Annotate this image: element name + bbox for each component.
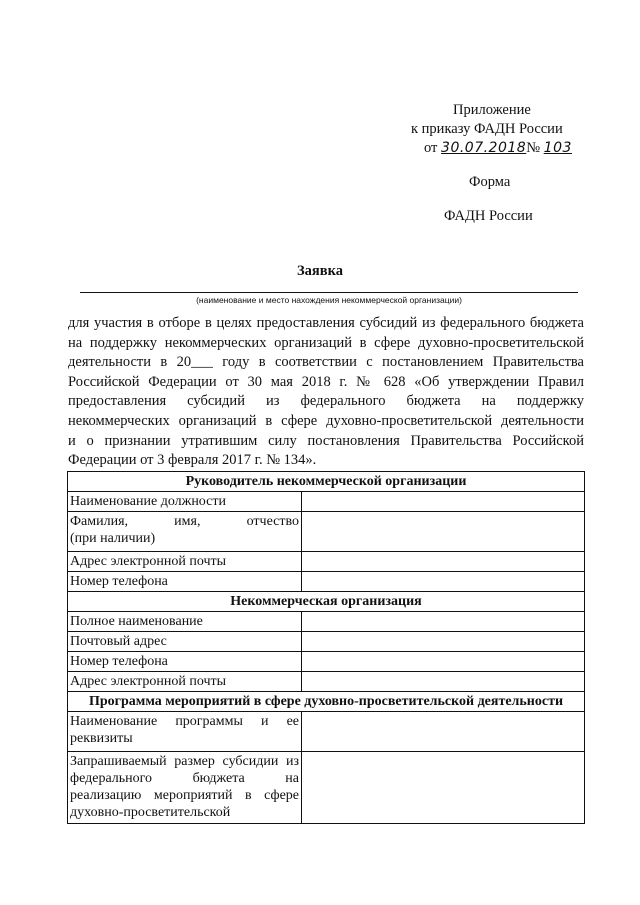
paragraph-line: на поддержку некоммерческих организаций в сфере духовно-просветительской	[68, 334, 584, 351]
section-header-program: Программа мероприятий в сфере духовно-просветительской деятельности	[68, 692, 585, 712]
row-label: Адрес электронной почты	[68, 672, 302, 692]
value-cell[interactable]	[302, 612, 585, 632]
fill-in-line	[80, 292, 578, 293]
row-label-line: реквизиты	[70, 731, 133, 746]
paragraph-line: Федерации от 3 февраля 2017 г. № 134».	[68, 452, 317, 469]
paragraph-line: и о признании утратившим силу постановления Правительства Российской	[68, 432, 584, 449]
row-label: Почтовый адрес	[68, 632, 302, 652]
handwritten-date: 30.07.2018	[441, 140, 527, 156]
value-cell[interactable]	[302, 492, 585, 512]
order-reference: к приказу ФАДН России	[411, 121, 563, 137]
date-prefix: от	[424, 140, 438, 156]
row-label-line: реализацию мероприятий в сфере	[70, 788, 299, 803]
value-cell[interactable]	[302, 672, 585, 692]
row-label: Полное наименование	[68, 612, 302, 632]
row-label-line: духовно-просветительской	[70, 805, 231, 820]
handwritten-number: 103	[543, 140, 572, 156]
application-table	[67, 471, 585, 824]
fill-in-caption: (наименование и место нахождения некоммерческой организации)	[196, 295, 462, 305]
paragraph-line: для участия в отборе в целях предоставления субсидий из федерального бюджета	[68, 315, 584, 331]
appendix-label: Приложение	[453, 102, 531, 118]
row-label-line: Наименование программы и ее	[70, 714, 299, 729]
paragraph-line: предоставления субсидий из федерального бюджета на поддержку	[68, 393, 584, 410]
value-cell[interactable]	[302, 652, 585, 672]
row-label-line: федерального бюджета на	[70, 771, 299, 786]
row-label-line: Фамилия, имя, отчество	[70, 514, 299, 529]
value-cell[interactable]	[302, 752, 585, 824]
paragraph-line: некоммерческих организаций в сфере духовно-просветительской деятельности	[68, 412, 584, 429]
agency-label: ФАДН России	[444, 208, 533, 224]
row-label: Адрес электронной почты	[68, 552, 302, 572]
value-cell[interactable]	[302, 632, 585, 652]
row-label	[68, 712, 302, 752]
row-label	[68, 752, 302, 824]
row-label-line: Запрашиваемый размер субсидии из	[70, 754, 299, 769]
form-label: Форма	[469, 174, 511, 190]
row-label: Наименование должности	[68, 492, 302, 512]
row-label: Номер телефона	[68, 652, 302, 672]
order-date-line	[424, 138, 572, 158]
paragraph-line: Российской Федерации от 30 мая 2018 г. № 628 «Об утверждении Правил	[68, 373, 584, 390]
paragraph-line: деятельности в 20___ году в соответствии с постановлением Правительства	[68, 354, 584, 371]
section-header-organization: Некоммерческая организация	[68, 592, 585, 612]
value-cell[interactable]	[302, 712, 585, 752]
row-label: Номер телефона	[68, 572, 302, 592]
row-label-line: (при наличии)	[70, 531, 156, 546]
value-cell[interactable]	[302, 512, 585, 552]
section-header-director: Руководитель некоммерческой организации	[68, 472, 585, 492]
value-cell[interactable]	[302, 572, 585, 592]
row-label	[68, 512, 302, 552]
value-cell[interactable]	[302, 552, 585, 572]
body-paragraph	[68, 314, 584, 471]
number-sign: №	[526, 140, 541, 156]
document-title: Заявка	[297, 263, 343, 279]
